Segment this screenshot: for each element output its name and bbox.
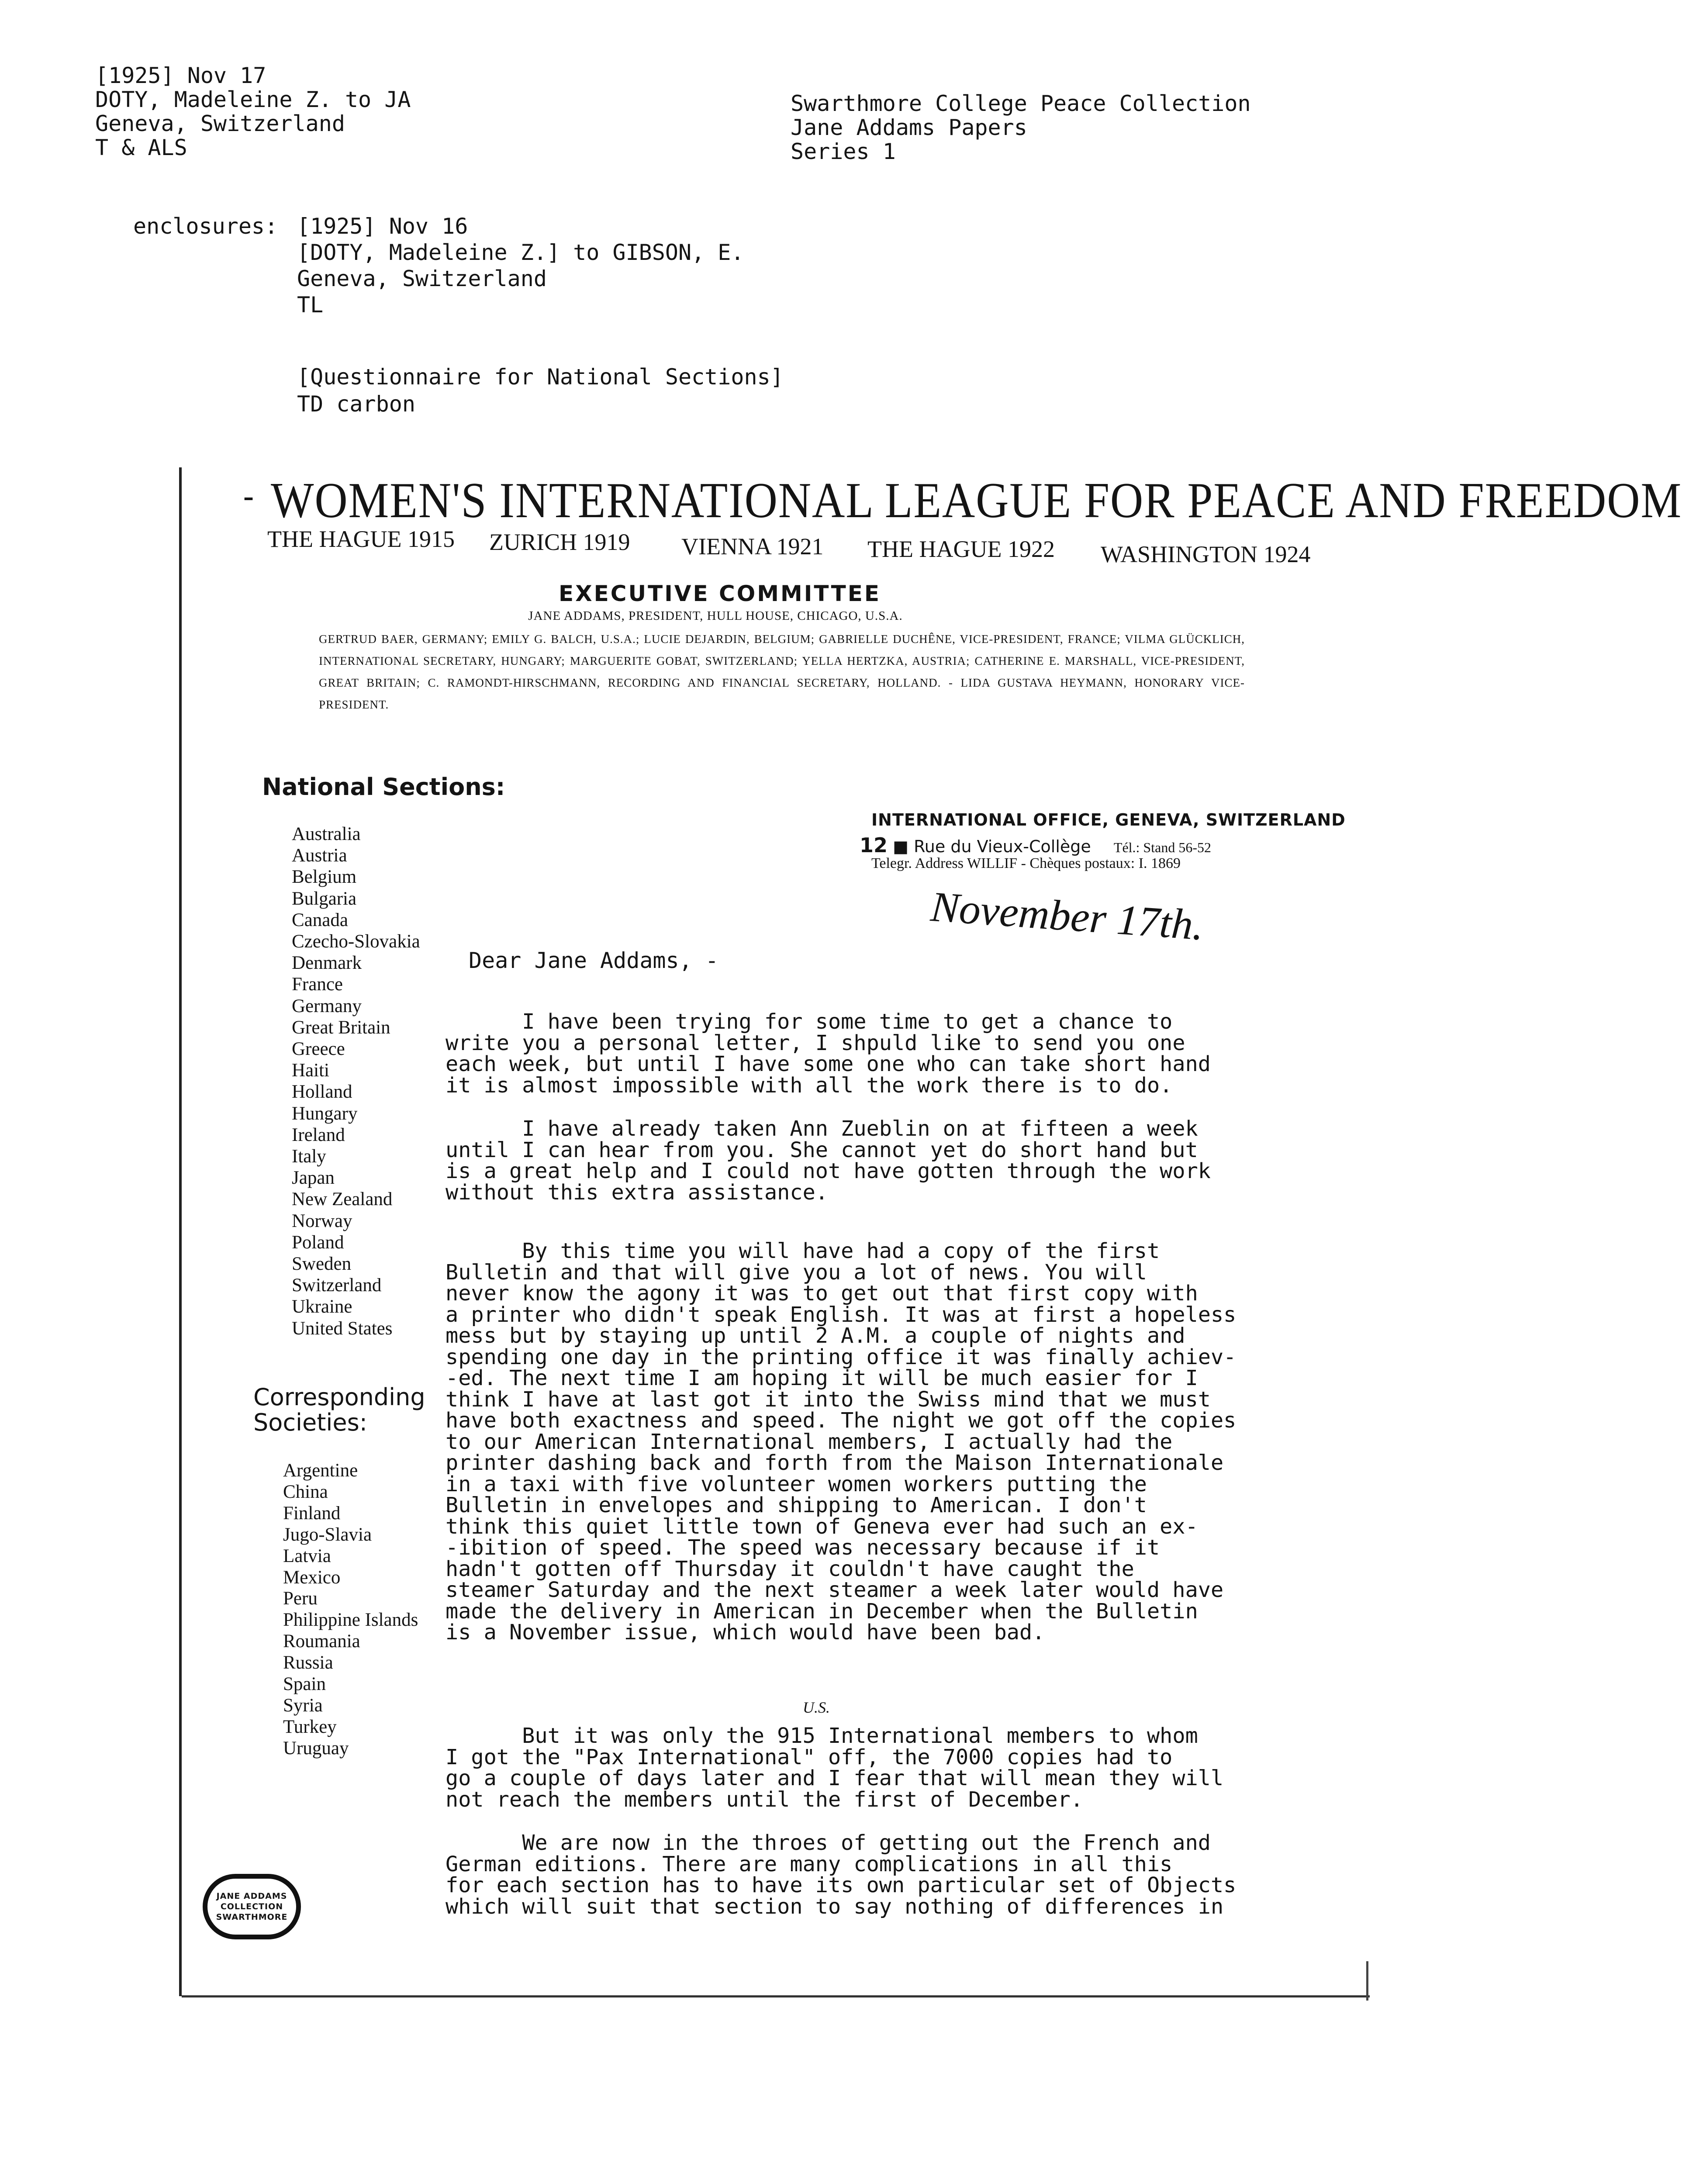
list-item: Norway [292, 1210, 352, 1231]
list-item: Turkey [283, 1716, 337, 1737]
collection-papers: Jane Addams Papers [791, 115, 1027, 140]
list-item: Bulgaria [292, 888, 357, 909]
list-item: Australia [292, 824, 361, 844]
enclosure-1-type: TL [297, 292, 324, 318]
executive-members: GERTRUD BAER, GERMANY; EMILY G. BALCH, U.S.A.; LUCIE DEJARDIN, BELGIUM; GABRIELLE DUCHÊNE, VICE-PRESIDENT, FRANCE; VILMA GLÜCKLICH, INTERNATIONAL SECRETARY, HUNGARY; MARGUERITE GOBAT, SWITZERLAND; YELLA HERTZKA, AUSTRIA; CATHERINE E. MARSHALL, VICE-PRESIDENT, GREAT BRITAIN; C. RAMONDT-HIRSCHMANN, RECORDING AND FINANCIAL SECRETARY, HOLLAND. - LIDA GUSTAVA HEYMANN, HONORARY VICE-PRESIDENT. [319, 632, 1245, 711]
list-item: United States [292, 1318, 393, 1339]
list-item: Finland [283, 1503, 341, 1524]
list-item: Great Britain [292, 1017, 390, 1038]
office-phone: Tél.: Stand 56-52 [1113, 840, 1211, 855]
list-item: Czecho-Slovakia [292, 931, 420, 952]
list-item: Ireland [292, 1124, 345, 1145]
citation-date: [1925] Nov 17 [95, 63, 266, 88]
congress-4: THE HAGUE 1922 [867, 536, 1055, 562]
list-item: France [292, 974, 343, 995]
enclosure-1-date: [1925] Nov 16 [297, 214, 468, 239]
corresponding-title-line-1: Corresponding [253, 1383, 425, 1411]
list-item: New Zealand [292, 1189, 393, 1210]
scan-edge-bottom [182, 1995, 1370, 1997]
congress-2: ZURICH 1919 [489, 529, 630, 555]
enclosure-2 [297, 363, 784, 418]
salutation: Dear Jane Addams, - [469, 948, 718, 973]
office-address [860, 833, 1211, 857]
handwritten-insert: U.S. [803, 1699, 830, 1716]
list-item: Philippine Islands [283, 1610, 418, 1631]
archival-citation [95, 64, 411, 160]
office-street: Rue du Vieux-Collège [914, 837, 1091, 856]
stray-mark: - [243, 477, 255, 515]
citation-place: Geneva, Switzerland [95, 111, 345, 136]
organization-name-text: WOMEN'S INTERNATIONAL LEAGUE FOR PEACE AND FREEDOM [271, 473, 1682, 529]
congress-5: WASHINGTON 1924 [1101, 541, 1311, 567]
enclosure-1-correspondents: [DOTY, Madeleine Z.] to GIBSON, E. [297, 240, 744, 265]
corresponding-societies-list [283, 1460, 418, 1759]
collection-series: Series 1 [791, 139, 896, 164]
list-item: Roumania [283, 1631, 360, 1652]
paragraph-4: But it was only the 915 International members to whom I got the "Pax International" off, the 7000 copies had to go a couple of days later and I fear that will mean they will not reach the members until the first of December. [446, 1724, 1224, 1812]
office-number: 12 [860, 833, 888, 857]
list-item: Holland [292, 1082, 352, 1102]
list-item: Poland [292, 1232, 344, 1253]
list-item: Canada [292, 909, 348, 930]
congress-3: VIENNA 1921 [681, 533, 824, 560]
scan-edge-left [179, 467, 182, 1996]
enclosure-2-title: [Questionnaire for National Sections] [297, 364, 784, 390]
list-item: China [283, 1481, 328, 1502]
stamp-line-2: COLLECTION [220, 1902, 283, 1911]
stamp-line-3: SWARTHMORE [216, 1912, 288, 1922]
list-item: Japan [292, 1168, 335, 1189]
stamp-line-1: JANE ADDAMS [216, 1891, 287, 1901]
list-item: Haiti [292, 1060, 329, 1081]
list-item: Russia [283, 1652, 333, 1673]
congress-1: THE HAGUE 1915 [267, 526, 455, 552]
paragraph-2: I have already taken Ann Zueblin on at fifteen a week until I can hear from you. She cannot yet do short hand but is a great help and I could not have gotten through the work without this extra assistance. [446, 1116, 1211, 1205]
list-item: Spain [283, 1674, 326, 1695]
enclosure-1-place: Geneva, Switzerland [297, 266, 547, 291]
scan-edge-right [1366, 1961, 1368, 2001]
building-icon: ■ [893, 837, 909, 856]
enclosures-label: enclosures: [133, 214, 278, 239]
citation-correspondents: DOTY, Madeleine Z. to JA [95, 87, 411, 112]
organization-name [243, 472, 1682, 530]
paragraph-3: By this time you will have had a copy of the first Bulletin and that will give you a lot of news. You will never know the agony it was to get out that first copy with a printer who didn't speak English. It was at first a hopeless mess but by staying up until 2 A.M. a couple of nights and spending one day in the printing office it was finally achiev- -ed. The next time I am hoping it will be much easier for I think I have at last got it into the Swiss mind that we must have both exactness and speed. The night we got off the copies to our American International members, I actually had the printer dashing back and forth from the Maison Internationale in a taxi with five volunteer women workers putting the Bulletin in envelopes and shipping to American. I don't think this quiet little town of Geneva ever had such an ex- -ibition of speed. The speed was necessary because if it hadn't gotten off Thursday it couldn't have caught the steamer Saturday and the next steamer a week later would have made the delivery in American in December when the Bulletin is a November issue, which would have been bad. [446, 1239, 1236, 1645]
list-item: Sweden [292, 1254, 352, 1275]
national-sections-list [292, 823, 420, 1339]
office-title: INTERNATIONAL OFFICE, GENEVA, SWITZERLAND [871, 810, 1346, 829]
list-item: Belgium [292, 867, 357, 888]
collection-label [791, 92, 1251, 164]
paragraph-1: I have been trying for some time to get a chance to write you a personal letter, I shpuld like to send you one each week, but until I have some one who can take short hand it is almost impossible with all the work there is to do. [446, 1009, 1211, 1098]
enclosure-2-type: TD carbon [297, 391, 415, 417]
collection-stamp [203, 1874, 301, 1939]
list-item: Jugo-Slavia [283, 1524, 372, 1545]
list-item: Switzerland [292, 1275, 382, 1296]
list-item: Latvia [283, 1545, 331, 1566]
national-sections-title: National Sections: [262, 773, 505, 801]
list-item: Greece [292, 1039, 345, 1060]
list-item: Italy [292, 1146, 326, 1167]
list-item: Argentine [283, 1460, 358, 1481]
list-item: Uruguay [283, 1738, 349, 1759]
enclosure-1 [297, 213, 744, 318]
citation-type: T & ALS [95, 135, 187, 160]
list-item: Germany [292, 995, 362, 1016]
paragraph-5: We are now in the throes of getting out the French and German editions. There are many complications in all this for each section has to have its own particular set of Objects which will suit that section to say nothing of differences in [446, 1831, 1236, 1919]
letter-date: November 17th. [929, 883, 1205, 950]
corresponding-title-line-2: Societies: [253, 1409, 367, 1436]
list-item: Hungary [292, 1103, 358, 1124]
list-item: Mexico [283, 1567, 341, 1588]
corresponding-societies-title [253, 1385, 425, 1435]
executive-committee-title: EXECUTIVE COMMITTEE [558, 581, 881, 606]
executive-president: JANE ADDAMS, PRESIDENT, HULL HOUSE, CHICAGO, U.S.A. [528, 609, 903, 623]
list-item: Denmark [292, 953, 362, 974]
list-item: Ukraine [292, 1296, 352, 1317]
list-item: Austria [292, 845, 347, 866]
list-item: Peru [283, 1588, 318, 1609]
collection-name: Swarthmore College Peace Collection [791, 91, 1251, 116]
list-item: Syria [283, 1695, 323, 1716]
office-telegraph: Telegr. Address WILLIF - Chèques postaux: I. 1869 [871, 855, 1181, 871]
